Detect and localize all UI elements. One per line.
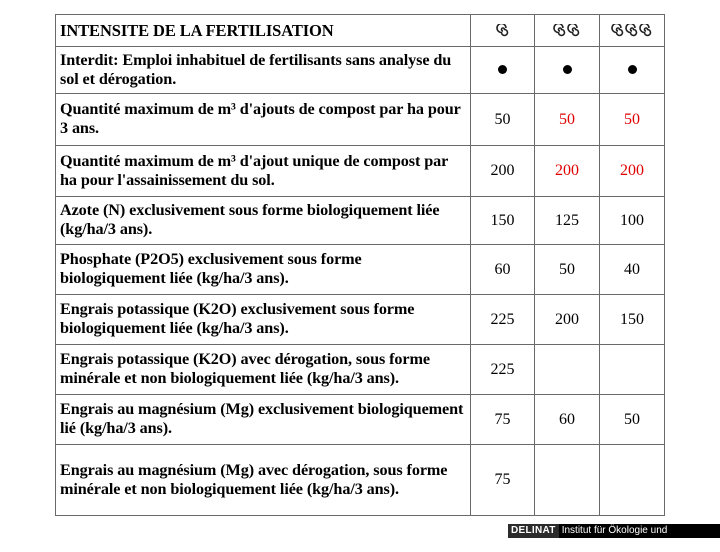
- row-value: 200: [600, 146, 665, 197]
- row-value: 150: [600, 295, 665, 345]
- intensity-level-1: [471, 15, 535, 47]
- row-value: 75: [471, 395, 535, 445]
- row-label: Azote (N) exclusivement sous forme biologiquement liée (kg/ha/3 ans).: [56, 197, 471, 245]
- spiral-icon: [611, 24, 625, 38]
- row-label: Engrais au magnésium (Mg) exclusivement biologiquement lié (kg/ha/3 ans).: [56, 395, 471, 445]
- row-value: 50: [471, 94, 535, 146]
- row-value-empty: [600, 345, 665, 395]
- forbidden-dot-3: [600, 47, 665, 94]
- row-value: 200: [471, 146, 535, 197]
- table-row: [56, 47, 665, 94]
- row-label: Quantité maximum de m³ d'ajouts de compost par ha pour 3 ans.: [56, 94, 471, 146]
- row-label: Interdit: Emploi inhabituel de fertilisants sans analyse du sol et dérogation.: [56, 47, 471, 94]
- row-value: 50: [600, 395, 665, 445]
- footer-logo: [508, 524, 720, 550]
- row-value: 40: [600, 245, 665, 295]
- row-value: 60: [471, 245, 535, 295]
- forbidden-dot-1: [471, 47, 535, 94]
- table-row: [56, 197, 665, 245]
- table-row: [56, 345, 665, 395]
- bullet-dot-icon: [498, 65, 507, 74]
- row-value: 50: [535, 245, 600, 295]
- row-value: 60: [535, 395, 600, 445]
- table-title: INTENSITE DE LA FERTILISATION: [56, 15, 471, 47]
- row-value: 100: [600, 197, 665, 245]
- row-label: Engrais potassique (K2O) exclusivement sous forme biologiquement liée (kg/ha/3 ans).: [56, 295, 471, 345]
- spiral-icon: [553, 24, 567, 38]
- row-value-empty: [535, 445, 600, 516]
- table-row: [56, 245, 665, 295]
- row-value: 50: [535, 94, 600, 146]
- row-label: Phosphate (P2O5) exclusivement sous forme biologiquement liée (kg/ha/3 ans).: [56, 245, 471, 295]
- intensity-level-3: [600, 15, 665, 47]
- table-row: [56, 295, 665, 345]
- table-header-row: [56, 15, 665, 47]
- spiral-icon: [567, 24, 581, 38]
- row-label: Quantité maximum de m³ d'ajout unique de compost par ha pour l'assainissement du sol.: [56, 146, 471, 197]
- row-value: 125: [535, 197, 600, 245]
- table-row: [56, 94, 665, 146]
- table-row: [56, 445, 665, 516]
- row-value: 200: [535, 295, 600, 345]
- intensity-level-2: [535, 15, 600, 47]
- row-value: 225: [471, 295, 535, 345]
- row-label: Engrais potassique (K2O) avec dérogation, sous forme minérale et non biologiquement liée (kg/ha/3 ans).: [56, 345, 471, 395]
- forbidden-dot-2: [535, 47, 600, 94]
- fertilisation-table: [55, 14, 665, 516]
- institute-name: Institut für Ökologie und Klimafarming: [559, 524, 720, 538]
- row-value-empty: [600, 445, 665, 516]
- spiral-icon: [639, 24, 653, 38]
- table-row: [56, 146, 665, 197]
- table-row: [56, 395, 665, 445]
- bullet-dot-icon: [563, 65, 572, 74]
- row-value: 225: [471, 345, 535, 395]
- spiral-icon: [625, 24, 639, 38]
- bullet-dot-icon: [628, 65, 637, 74]
- row-value: 200: [535, 146, 600, 197]
- row-value: 150: [471, 197, 535, 245]
- row-value: 50: [600, 94, 665, 146]
- row-value: 75: [471, 445, 535, 516]
- spiral-icon: [496, 24, 510, 38]
- delinat-brand: DELINAT: [508, 524, 559, 538]
- row-label: Engrais au magnésium (Mg) avec dérogation, sous forme minérale et non biologiquement liée (kg/ha/3 ans).: [56, 445, 471, 516]
- row-value-empty: [535, 345, 600, 395]
